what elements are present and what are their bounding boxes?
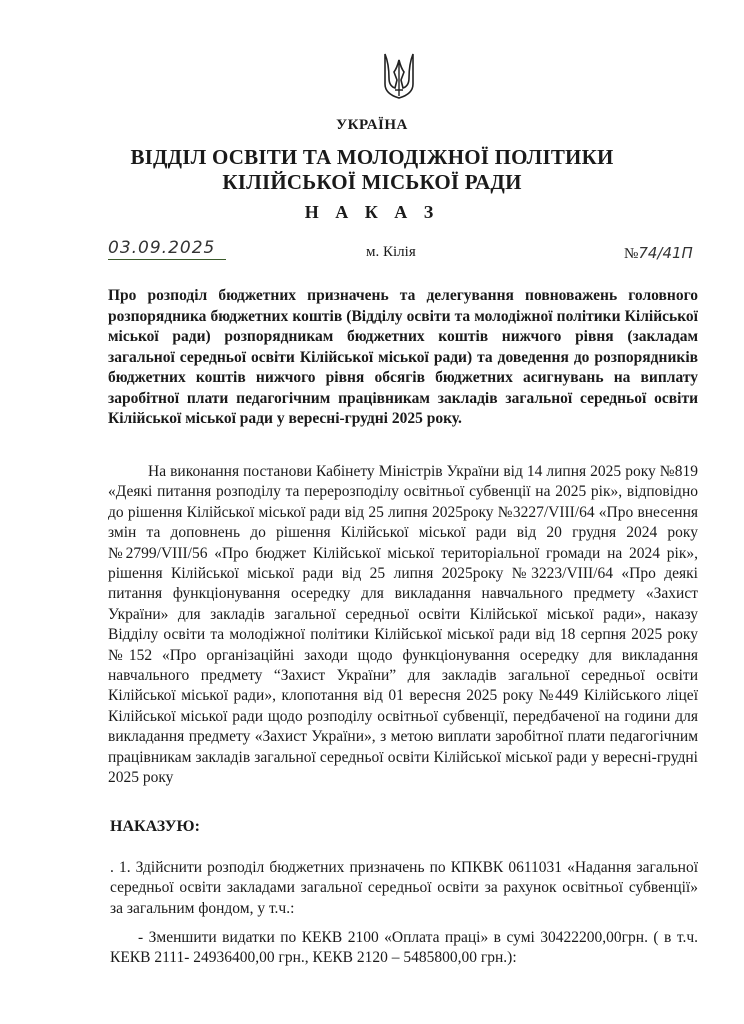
order-number <box>624 244 693 263</box>
order-subitem: - Зменшити видатки по КЕКВ 2100 «Оплата праці» в сумі 30422200,00грн. ( в т.ч. КЕКВ 2111- 24936400,00 грн., КЕКВ 2120 – 5485800,00 грн.): <box>110 929 698 967</box>
order-item-1: . 1. Здійснити розподіл бюджетних призначень по КПКВК 0611031 «Надання загальної середньої освіти закладами загальної середньої освіти за рахунок освітньої субвенції» за загальним фондом, у т.ч.: <box>110 859 698 917</box>
number-prefix: № <box>624 246 639 262</box>
handwritten-date: 03.09.2025 <box>108 238 226 260</box>
trident-emblem-icon <box>382 50 416 100</box>
handwritten-number: 74/41П <box>638 244 693 262</box>
department-name <box>0 145 744 195</box>
order-title: Про розподіл бюджетних призначень та делегування повноважень головного розпорядника бюджетних коштів (Відділу освіти та молодіжної політики Кілійської міської ради) розпорядникам бюджетних коштів нижчого рівня (закладам загальної середньої освіти Кілійської міської ради) та доведення до розпорядників бюджетних коштів нижчого рівня обсягів бюджетних асигнувань на виплату заробітної плати педагогічним працівникам закладів загальної середньої освіти Кілійської міської ради у вересні-грудні 2025 року. <box>108 287 698 427</box>
city: м. Кілія <box>366 244 416 260</box>
preamble-paragraph: На виконання постанови Кабінету Міністрів України від 14 липня 2025 року №819 «Деякі питання розподілу та перерозподілу освітньої субвенції на 2025 рік», відповідно до рішення Кілійської міської ради від 25 липня 2025року №3227/VIII/64 «Про внесення змін та доповнень до рішення Кілійської міської ради від 20 грудня 2024 року №2799/VIII/56 «Про бюджет Кілійської міської територіальної громади на 2024 рік», рішення Кілійської міської ради від 25 липня 2025року №3223/VIII/64 «Про деякі питання функціонування осередку для викладання навчального предмету «Захист України» для закладів загальної середньої освіти Кілійської міської ради», наказу Відділу освіти та молодіжної політики Кілійської міської ради від 18 серпня 2025 року №152 «Про організаційні заходи щодо функціонування осередку для викладання навчального предмету “Захист України” для закладів загальної середньої освіти Кілійської міської ради», клопотання від 01 вересня 2025 року №449 Кілійського ліцеї Кілійської міської ради щодо розподілу освітньої субвенції, передбаченої на години для викладання предмету «Захист України», з метою виплати заробітної плати педагогічним працівникам закладів загальної середньої освіти Кілійської міської ради у вересні-грудні 2025 року <box>108 463 698 787</box>
document-type: Н А К А З <box>304 202 440 222</box>
order-heading: НАКАЗУЮ: <box>110 818 200 835</box>
department-line-2: КІЛІЙСЬКОЇ МІСЬКОЇ РАДИ <box>222 170 522 194</box>
department-line-1: ВІДДІЛ ОСВІТИ ТА МОЛОДІЖНОЇ ПОЛІТИКИ <box>130 145 614 169</box>
country-name: УКРАЇНА <box>336 117 408 133</box>
